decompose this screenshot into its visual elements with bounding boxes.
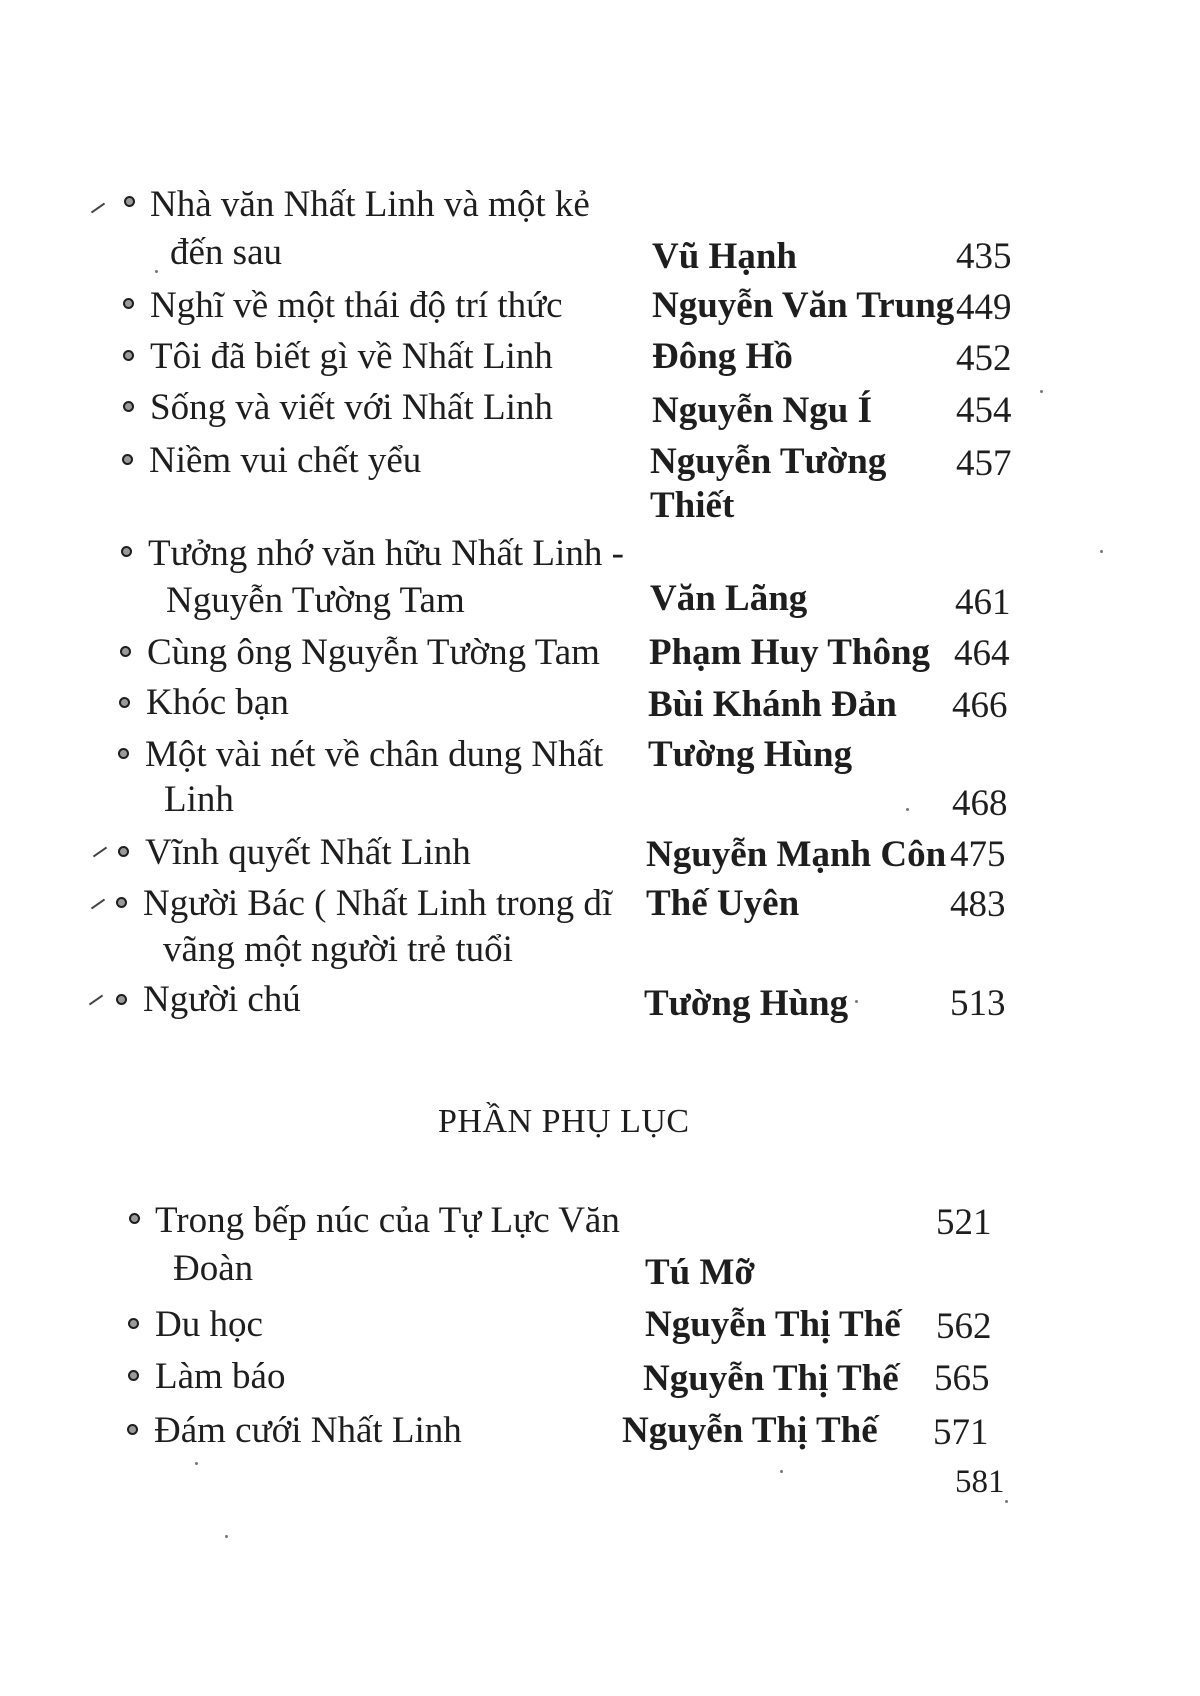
- entry-author: Nguyễn Ngu Í: [652, 390, 872, 431]
- scan-speck: [1005, 1500, 1008, 1503]
- appendix-entry-author: Tú Mỡ: [645, 1252, 755, 1293]
- entry-title: Người chú: [143, 979, 301, 1020]
- entry-author: Nguyễn Tường: [650, 441, 887, 482]
- margin-tick-mark: [91, 899, 105, 910]
- bullet-icon: [129, 1213, 140, 1224]
- entry-title-continued: đến sau: [170, 232, 282, 273]
- appendix-entry-title: Trong bếp núc của Tự Lực Văn: [155, 1200, 620, 1241]
- margin-tick-mark: [89, 995, 103, 1006]
- bullet-icon: [116, 897, 127, 908]
- entry-page: 468: [952, 783, 1008, 824]
- entry-title: Khóc bạn: [146, 682, 289, 723]
- appendix-entry-title: Làm báo: [155, 1356, 286, 1397]
- entry-author: Nguyễn Mạnh Côn: [646, 834, 947, 875]
- entry-title-continued: vãng một người trẻ tuổi: [163, 929, 513, 970]
- appendix-heading: PHẦN PHỤ LỤC: [438, 1103, 690, 1140]
- bullet-icon: [128, 1318, 139, 1329]
- entry-page: 452: [956, 338, 1012, 379]
- appendix-entry-author: Nguyễn Thị Thế: [645, 1304, 901, 1345]
- bullet-icon: [123, 350, 134, 361]
- bullet-icon: [121, 546, 132, 557]
- entry-title-continued: Nguyễn Tường Tam: [166, 580, 465, 621]
- bullet-icon: [119, 697, 130, 708]
- entry-page: 449: [956, 287, 1012, 328]
- scan-speck: [225, 1535, 228, 1538]
- scan-speck: [1100, 550, 1103, 553]
- scan-speck: [780, 1470, 783, 1473]
- appendix-entry-page: 565: [934, 1358, 990, 1399]
- appendix-entry-title: Đám cưới Nhất Linh: [154, 1410, 462, 1451]
- margin-tick-mark: [93, 847, 107, 858]
- appendix-entry-page: 521: [936, 1202, 992, 1243]
- appendix-entry-author: Nguyễn Thị Thế: [622, 1410, 878, 1451]
- bullet-icon: [118, 748, 129, 759]
- entry-title: Người Bác ( Nhất Linh trong dĩ: [143, 883, 613, 924]
- entry-page: 513: [950, 983, 1006, 1024]
- entry-page: 435: [956, 236, 1012, 277]
- entry-page: 457: [956, 443, 1012, 484]
- entry-title: Vĩnh quyết Nhất Linh: [145, 832, 471, 873]
- entry-title: Tôi đã biết gì về Nhất Linh: [150, 336, 553, 377]
- entry-title: Nghĩ về một thái độ trí thức: [150, 285, 563, 326]
- entry-author-continued: Thiết: [650, 485, 735, 526]
- entry-page: 466: [952, 685, 1008, 726]
- scan-speck: [195, 1462, 198, 1465]
- entry-title: Sống và viết với Nhất Linh: [150, 387, 553, 428]
- entry-author: Nguyễn Văn Trung: [652, 285, 955, 326]
- appendix-entry-page: 571: [933, 1412, 989, 1453]
- entry-page: 464: [954, 633, 1010, 674]
- bullet-icon: [120, 646, 131, 657]
- entry-author: Bùi Khánh Đản: [648, 684, 897, 725]
- scan-speck: [1040, 390, 1043, 393]
- entry-title: Cùng ông Nguyễn Tường Tam: [147, 632, 600, 673]
- entry-title-continued: Linh: [164, 779, 234, 820]
- bullet-icon: [118, 846, 129, 857]
- bullet-icon: [122, 454, 133, 465]
- appendix-entry-page: 562: [936, 1306, 992, 1347]
- scan-speck: [855, 1000, 858, 1003]
- entry-page: 454: [956, 390, 1012, 431]
- entry-title: Một vài nét về chân dung Nhất: [145, 734, 604, 775]
- bullet-icon: [124, 196, 135, 207]
- entry-author: Tường Hùng: [644, 983, 849, 1024]
- bullet-icon: [116, 994, 127, 1005]
- entry-title: Tưởng nhớ văn hữu Nhất Linh -: [148, 533, 624, 574]
- entry-author: Văn Lãng: [650, 578, 808, 619]
- entry-page: 461: [955, 582, 1011, 623]
- entry-title: Niềm vui chết yểu: [149, 440, 422, 481]
- appendix-entry-title-continued: Đoàn: [173, 1248, 254, 1289]
- entry-author: Tường Hùng: [648, 734, 853, 775]
- entry-author: Vũ Hạnh: [652, 236, 797, 277]
- scan-speck: [155, 270, 158, 273]
- scan-speck: [906, 808, 909, 811]
- bullet-icon: [128, 1370, 139, 1381]
- entry-page: 475: [950, 834, 1006, 875]
- entry-page: 483: [950, 884, 1006, 925]
- appendix-entry-author: Nguyễn Thị Thế: [643, 1358, 899, 1399]
- bullet-icon: [123, 298, 134, 309]
- entry-author: Đông Hồ: [652, 336, 793, 377]
- entry-author: Phạm Huy Thông: [649, 632, 931, 673]
- bullet-icon: [123, 401, 134, 412]
- entry-author: Thế Uyên: [646, 883, 800, 924]
- appendix-entry-title: Du học: [155, 1304, 263, 1345]
- page-number: 581: [955, 1464, 1005, 1500]
- bullet-icon: [127, 1424, 138, 1435]
- entry-title: Nhà văn Nhất Linh và một kẻ: [150, 184, 590, 225]
- margin-tick-mark: [91, 203, 105, 214]
